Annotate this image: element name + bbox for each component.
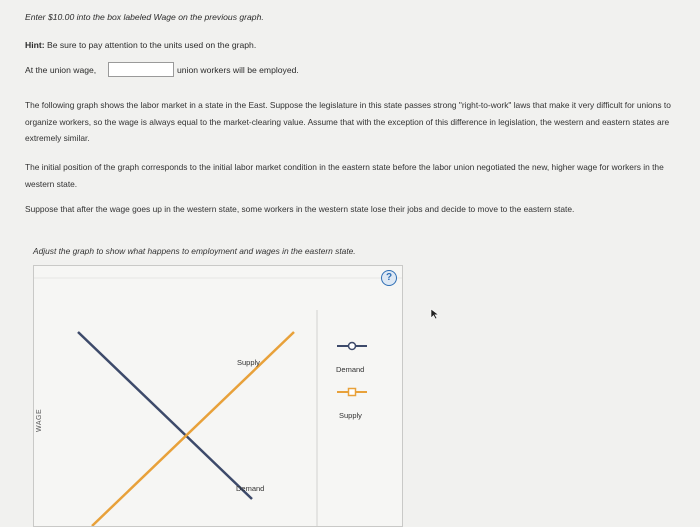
enter-value: $10.00 (47, 12, 75, 22)
hint-label: Hint: (25, 40, 45, 50)
union-workers-label: union workers will be employed. (177, 65, 299, 75)
circle-marker-icon[interactable] (349, 343, 356, 350)
demand-curve-label: Demand (236, 484, 265, 493)
help-icon[interactable]: ? (381, 270, 397, 286)
paragraph-initial-position: The initial position of the graph corresponds to the initial labor market condition in the eastern state before the labor union negotiated the new, higher wage for workers in the western state. (25, 162, 664, 189)
supply-curve[interactable] (92, 332, 294, 526)
enter-suffix: into the box labeled Wage on the previous graph. (74, 12, 264, 22)
hint-text: Be sure to pay attention to the units used on the graph. (44, 40, 257, 50)
mouse-cursor-icon (430, 308, 440, 320)
demand-curve[interactable] (78, 332, 252, 499)
enter-prefix: Enter (25, 12, 48, 22)
union-wage-label: At the union wage, (25, 65, 97, 75)
adjust-instruction: Adjust the graph to show what happens to employment and wages in the eastern state. (33, 246, 356, 256)
y-axis-label: WAGE (36, 408, 43, 432)
paragraph-labor-market: The following graph shows the labor market in a state in the East. Suppose the legislature in this state passes strong "right-to-work" laws that make it very difficult for unions to organize workers, so the wage is always equal to the market-clearing value. Assume that with the exception of this difference in legislation, the western and eastern states are extremely similar. (25, 100, 671, 143)
graph-panel[interactable] (33, 265, 403, 527)
union-employment-input[interactable] (108, 62, 174, 77)
enter-instruction (25, 9, 264, 25)
supply-curve-label: Supply (237, 358, 260, 367)
square-marker-icon[interactable] (349, 389, 356, 396)
paragraph-wage-goes-up: Suppose that after the wage goes up in the western state, some workers in the western state lose their jobs and decide to move to the eastern state. (25, 204, 575, 214)
legend-supply-label: Supply (339, 411, 362, 420)
hint-line (25, 37, 256, 53)
graph-canvas[interactable] (34, 266, 402, 526)
legend-demand-label: Demand (336, 365, 365, 374)
